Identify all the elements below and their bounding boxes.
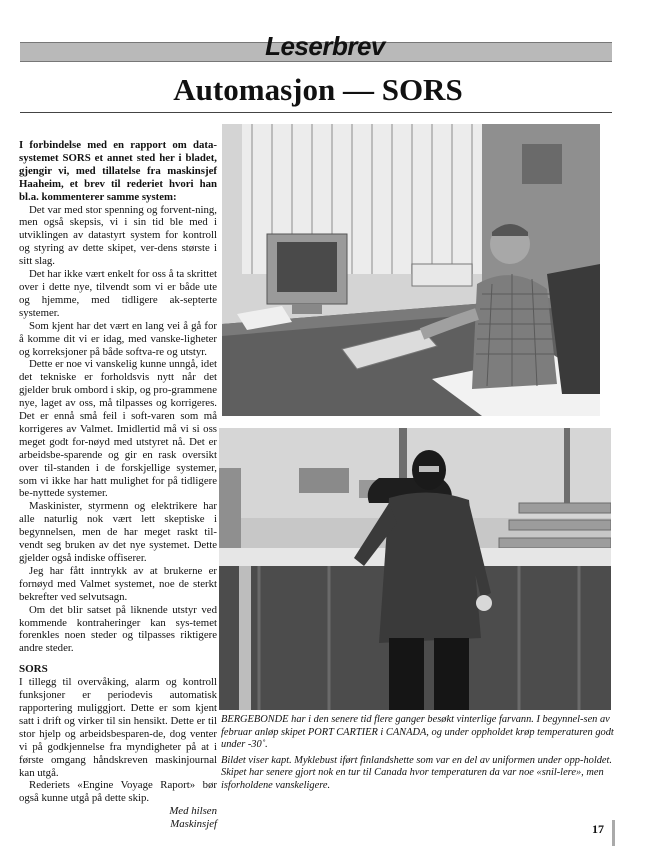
article-body xyxy=(19,139,217,831)
paragraph: Det har ikke vært enkelt for oss å ta skrittet over i dette nye, tilvendt som vi er både ute og hjemme, med tidligere ak-septerte systemer. xyxy=(19,268,217,319)
paragraph: Dette er noe vi vanskelig kunne unngå, idet det tekniske er forholdsvis nytt når det gjelder bruk ombord i skip, og pro-grammene nye, laget av oss, må tilpasses og korrigeres. Det er ennå små feil i soft-varen som må korrigeres av Valmet. Imidlertid må vi si oss meget godt for-nøyd med utstyret nå. Det er arbeidsbe-sparende og gir en rask oversikt over til-standen i de forskjellige systemer, som vi ikke har hatt mulighet for på tidligere be-nyttede systemer. xyxy=(19,358,217,500)
page-edge-mark xyxy=(612,820,615,846)
photo-engine-control-room xyxy=(222,124,600,416)
paragraph: Maskinister, styrmenn og elektrikere har alle naturlig nok vært lett skeptiske i begynnelsen, men de har meget raskt til-vendt seg bruken av det nye systemet. Dette gjelder også indiske offiserer. xyxy=(19,500,217,564)
signature-greeting: Med hilsen xyxy=(169,805,217,818)
caption-paragraph: BERGEBONDE har i den senere tid flere ganger besøkt vinterlige farvann. I begynnel-sen av februar anløp skipet PORT CARTIER i CANADA, og under oppholdet krøp temperaturen godt under -30˚. xyxy=(221,714,614,751)
paragraph: I tillegg til overvåking, alarm og kontroll funksjoner er periodevis automatisk rapportering muliggjort. Dette er som kjent satt i drift og virker til sin hensikt. Dette er til stor hjelp og arbeidsbesparen-de, dog venter vi på godkjennelse fra myndigheter på at i første omgang håndskreven maskinjournal kan utgå. xyxy=(19,676,217,779)
paragraph: Jeg har fått inntrykk av at brukerne er fornøyd med Valmet systemet, noe de sterkt bekrefter ved selvutsagn. xyxy=(19,564,217,603)
paragraph: Som kjent har det vært en lang vei å gå for å komme dit vi er idag, med vanske-ligheter og korreksjoner på både softva-re og utstyr. xyxy=(19,319,217,358)
paragraph: Om det blir satset på liknende utstyr ved kommende kontraheringer kan sys-temet forenkles noen steder og tilpasses riktigere andre steder. xyxy=(19,603,217,655)
signature-title: Maskinsjef xyxy=(170,818,217,831)
paragraph: Det var med stor spenning og forvent-ning, men også skepsis, vi i sin tid ble med i utviklingen av datastyrt system for kontroll og styring av dette skipet, ver-dens største i sitt slag. xyxy=(19,203,217,268)
article-title: Automasjon — SORS xyxy=(173,72,463,107)
photo-captain-on-deck xyxy=(219,428,611,710)
page-number: 17 xyxy=(592,822,604,836)
lead-paragraph: I forbindelse med en rapport om data-systemet SORS et annet sted her i bladet, gjengir vi, med tillatelse fra maskinsjef Haaheim, et brev til rederiet hvori han bl.a. kommenterer samme system: xyxy=(19,139,217,203)
photo-caption xyxy=(221,714,615,796)
section-label: Leserbrev xyxy=(265,31,385,61)
caption-paragraph: Bildet viser kapt. Myklebust iført finlandshette som var en del av uniformen under opp-holdet. Skipet har senere gjort nok en tur til Canada hvor temperaturen da var noe «snil-lere», men isforholdene vanskeligere. xyxy=(221,754,613,791)
subheading: SORS xyxy=(19,663,48,676)
title-rule xyxy=(20,112,612,113)
paragraph: Rederiets «Engine Voyage Raport» bør også kunne utgå på dette skip. xyxy=(19,779,217,805)
